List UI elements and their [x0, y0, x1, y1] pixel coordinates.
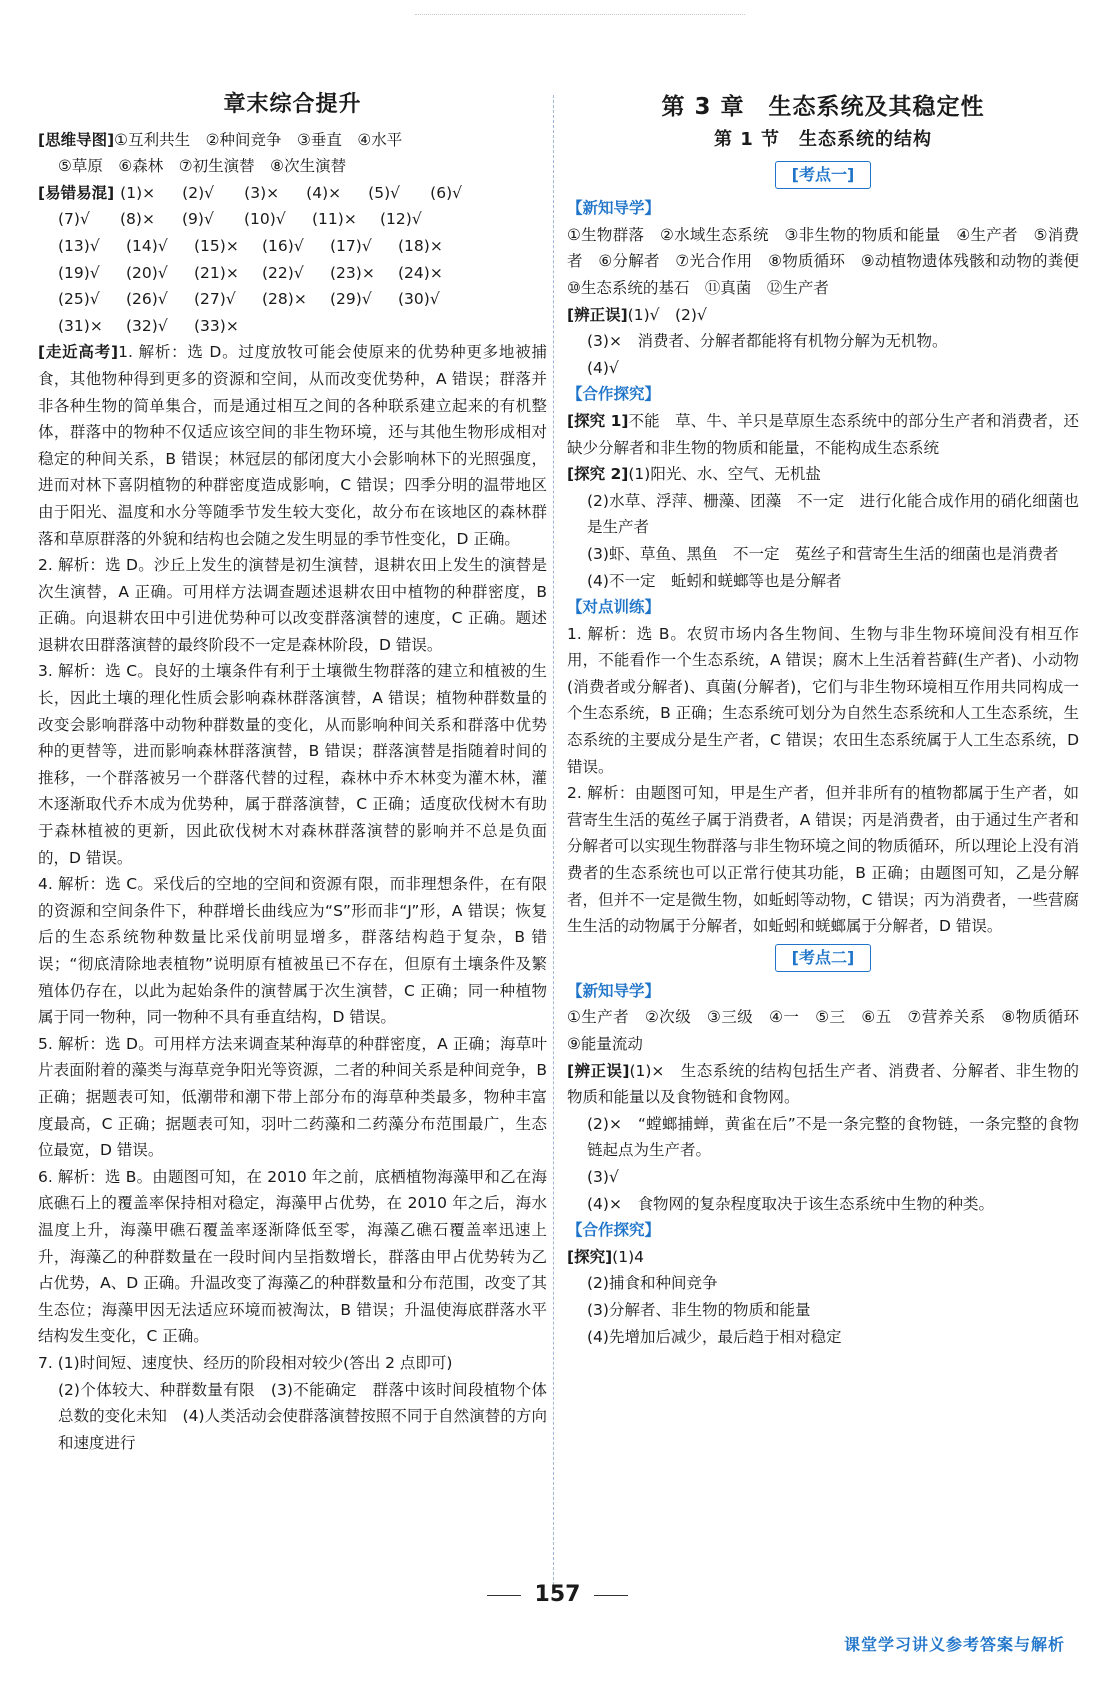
- error-item: (32)√: [126, 316, 168, 335]
- error-item: (6)√: [430, 183, 463, 202]
- gaokao-q2: 2. 解析：选 D。沙丘上发生的演替是初生演替，退耕农田上发生的演替是次生演替，A 正确。可用样方法调查题述退耕农田中植物的种群密度，B 正确。向退耕农田中引进优势种可以改变群落演替的速度，C 正确。题述退耕农田群落演替的最终阶段不一定是森林阶段，D 错误。: [38, 556, 547, 654]
- errors-row: [38, 286, 547, 313]
- mindmap-line-1: ①互利共生 ②种间竞争 ③垂直 ④水平: [114, 130, 403, 149]
- errors-row: [38, 206, 547, 233]
- footer-caption: 课堂学习讲义参考答案与解析: [843, 1635, 1065, 1654]
- error-item: (22)√: [262, 263, 304, 282]
- kaodian-1-box: [567, 161, 1079, 189]
- error-item: (33)×: [194, 316, 239, 335]
- gaokao-q3: 3. 解析：选 C。良好的土壤条件有利于土壤微生物群落的建立和植被的生长，因此土壤的理化性质会影响森林群落演替，A 错误；植物种群数量的改变会影响群落中动物种群数量的变化，从而影响种间关系和群落中优势种的更替等，进而影响森林群落演替，B 错误；群落演替是指随着时间的推移，一个群落被另一个群落代替的过程，森林中乔木林变为灌木林，灌木逐渐取代乔木成为优势种，属于群落演替，C 正确；适度砍伐树木有助于森林植被的更新，因此砍伐树木对森林群落演替的影响并不总是负面的，D 错误。: [38, 662, 547, 867]
- tanjiu-3-4: (4)先增加后减少，最后趋于相对稳定: [587, 1327, 842, 1346]
- error-item: (18)×: [398, 236, 443, 255]
- bianzheng-2: [567, 1058, 1079, 1111]
- error-item: (7)√: [58, 210, 90, 229]
- tanjiu-2-1: (1)阳光、水、空气、无机盐: [628, 465, 821, 484]
- gaokao-q4: 4. 解析：选 C。采伐后的空地的空间和资源有限，而非理想条件，在有限的资源和空间条件下，种群增长曲线应为“S”形而非“J”形，A 错误；恢复后的生态系统物种数量比采伐前明显增多，群落结构趋于复杂，B 错误；“彻底清除地表植物”说明原有植被虽已不存在，但原有土壤条件及繁殖体仍存在，以此为起始条件的演替属于次生演替，C 正确；同一种植物属于同一物种，同一物种不具有垂直结构，D 错误。: [38, 875, 547, 1027]
- error-item: (28)×: [262, 290, 307, 309]
- gaokao-q1-text: 1. 解析：选 D。过度放牧可能会使原来的优势种更多地被捕食，其他物种得到更多的资源和空间，从而改变优势种，A 错误；群落并非各种生物的简单集合，而是通过相互之间的各种联系建立起来的有机整体，群落中的物种不仅适应该空间的非生物环境，还与其他生物形成相对稳定的种间关系，B 错误；林冠层的郁闭度大小会影响林下的光照强度，进而对林下喜阴植物的种群密度造成影响，C 错误；四季分明的温带地区由于阳光、温度和水分等随季节发生较大变化，故分布在该地区的森林群落和草原群落的外貌和结构也会随之发生明显的季节性变化，D 正确。: [38, 343, 547, 548]
- error-item: (30)√: [398, 290, 440, 309]
- error-item: (3)×: [244, 183, 280, 202]
- bianzheng-2-3: (3)√: [587, 1167, 619, 1186]
- right-column: [567, 88, 1095, 1350]
- error-item: (11)×: [312, 210, 357, 229]
- tanjiu-3-label: [探究]: [567, 1247, 613, 1266]
- error-item: (31)×: [58, 316, 103, 335]
- error-item: (13)√: [58, 236, 100, 255]
- bianzheng-2-4: (4)× 食物网的复杂程度取决于该生态系统中生物的种类。: [587, 1194, 994, 1213]
- tanjiu-3-3: (3)分解者、非生物的物质和能量: [587, 1300, 811, 1319]
- tanjiu-3: [567, 1244, 1079, 1271]
- tanjiu-1-text: 不能 草、牛、羊只是草原生态系统中的部分生产者和消费者，还缺少分解者和非生物的物质和能量，不能构成生态系统: [567, 411, 1079, 457]
- errors-grid: [38, 180, 547, 207]
- bianzheng-2-label: [辨正误]: [567, 1061, 630, 1080]
- gaokao-q5: 5. 解析：选 D。可用样方法来调查某种海草的种群密度，A 正确；海草叶片表面附着的藻类与海草竞争阳光等资源，二者的种间关系是种间竞争，B 正确；据题表可知，低潮带和潮下带上部分布的海草种类最多，物种丰富度最高，C 正确；据题表可知，羽叶二药藻和二药藻分布范围最广，生态位最宽，D 错误。: [38, 1034, 547, 1160]
- tanjiu-1: [567, 408, 1079, 461]
- gaokao-q7-line2: (2)个体较大、种群数量有限 (3)不能确定 群落中该时间段植物个体总数的变化未知 (4)人类活动会使群落演替按照不同于自然演替的方向和速度进行: [58, 1380, 547, 1452]
- error-item: (21)×: [194, 263, 239, 282]
- error-item: (2)√: [182, 183, 215, 202]
- tanjiu-3-1: (1)4: [612, 1247, 644, 1266]
- chapter-title: 第 3 章 生态系统及其稳定性: [661, 94, 985, 120]
- errors-label: [易错易混]: [38, 183, 115, 202]
- error-item: (17)√: [330, 236, 372, 255]
- page-number: [0, 1582, 1115, 1607]
- gaokao-q1: [38, 339, 547, 552]
- error-item: (10)√: [244, 210, 286, 229]
- gaokao-label: [走近高考]: [38, 343, 119, 362]
- error-item: (27)√: [194, 290, 236, 309]
- errors-row: [38, 260, 547, 287]
- kaodian-2-label: [考点二]: [775, 944, 872, 972]
- error-item: (29)√: [330, 290, 372, 309]
- duidian-q1: 1. 解析：选 B。农贸市场内各生物间、生物与非生物环境间没有相互作用，不能看作一个生态系统，A 错误；腐木上生活着苔藓(生产者)、小动物(消费者或分解者)、真菌(分解者)，它们与非生物环境相互作用共同构成一个生态系统，B 正确；生态系统可划分为自然生态系统和人工生态系统，生态系统的主要成分是生产者，C 错误；农田生态系统属于人工生态系统，D 错误。: [567, 624, 1079, 776]
- bianzheng-2-2: (2)× “螳螂捕蝉，黄雀在后”不是一条完整的食物链，一条完整的食物链起点为生产者。: [587, 1114, 1079, 1160]
- page-number-text: 157: [534, 1582, 581, 1607]
- mindmap-line-2: ⑤草原 ⑥森林 ⑦初生演替 ⑧次生演替: [58, 157, 347, 176]
- error-item: (5)√: [368, 183, 401, 202]
- error-item: (12)√: [380, 210, 422, 229]
- tanjiu-2-label: [探究 2]: [567, 465, 629, 484]
- bianzheng-1-c: (4)√: [587, 358, 619, 377]
- tanjiu-2-3: (3)虾、草鱼、黑鱼 不一定 菟丝子和营寄生生活的细菌也是消费者: [587, 544, 1059, 563]
- xinzhi-2-text: ①生产者 ②次级 ③三级 ④一 ⑤三 ⑥五 ⑦营养关系 ⑧物质循环 ⑨能量流动: [567, 1008, 1095, 1053]
- error-item: (26)√: [126, 290, 168, 309]
- column-divider: [553, 95, 554, 1585]
- error-item: (23)×: [330, 263, 375, 282]
- scan-edge-mark: [415, 14, 745, 20]
- mindmap-block: [38, 127, 547, 154]
- hezuo-1-label: 【合作探究】: [567, 385, 661, 404]
- errors-row: [38, 313, 547, 340]
- duidian-q2: 2. 解析：由题图可知，甲是生产者，但并非所有的植物都属于生产者，如营寄生生活的菟丝子属于消费者，A 错误；丙是消费者，由于通过生产者和分解者可以实现生物群落与非生物环境之间的物质循环，所以理论上没有消费者的生态系统也可以正常行使其功能，B 正确；由题图可知，乙是分解者，但并不一定是微生物，如蚯蚓等动物，C 错误；丙为消费者，一些营腐生生活的动物属于分解者，如蚯蚓和蜣螂属于分解者，D 错误。: [567, 784, 1079, 936]
- bianzheng-1-a: (1)√ (2)√: [627, 305, 707, 324]
- gaokao-q6: 6. 解析：选 B。由题图可知，在 2010 年之前，底栖植物海藻甲和乙在海底礁石上的覆盖率保持相对稳定，海藻甲占优势，在 2010 年之后，海水温度上升，海藻甲礁石覆盖率逐渐降低至零，海藻乙礁石覆盖率迅速上升，海藻乙的种群数量在一段时间内呈指数增长，群落由甲占优势转为乙占优势，A、D 正确。升温改变了海藻乙的种群数量和分布范围，改变了其生态位；海藻甲因无法适应环境而被淘汰，B 错误；升温使海底群落水平结构发生变化，C 正确。: [38, 1167, 547, 1346]
- left-column: [38, 88, 547, 1456]
- xinzhi-1-label: 【新知导学】: [567, 199, 661, 218]
- tanjiu-3-2: (2)捕食和种间竞争: [587, 1274, 718, 1293]
- section-title: 章末综合提升: [223, 92, 362, 117]
- section-subtitle: 第 1 节 生态系统的结构: [713, 128, 933, 150]
- error-item: (16)√: [262, 236, 304, 255]
- bianzheng-1-b: (3)× 消费者、分解者都能将有机物分解为无机物。: [587, 332, 948, 351]
- gaokao-q7-line1: 7. (1)时间短、速度快、经历的阶段相对较少(答出 2 点即可): [38, 1353, 453, 1372]
- error-item: (15)×: [194, 236, 239, 255]
- error-item: (4)×: [306, 183, 342, 202]
- error-item: (20)√: [126, 263, 168, 282]
- tanjiu-1-label: [探究 1]: [567, 411, 629, 430]
- hezuo-2-label: 【合作探究】: [567, 1221, 661, 1240]
- error-item: (24)×: [398, 263, 443, 282]
- xinzhi-1-text: ①生物群落 ②水域生态系统 ③非生物的物质和能量 ④生产者 ⑤消费者 ⑥分解者 ⑦光合作用 ⑧物质循环 ⑨动植物遗体残骸和动物的粪便 ⑩生态系统的基石 ⑪真菌 ⑫生产者: [567, 225, 1095, 297]
- bianzheng-1: [567, 302, 1079, 329]
- duidian-1-label: 【对点训练】: [567, 598, 661, 617]
- tanjiu-2: [567, 461, 1079, 488]
- bianzheng-1-label: [辨正误]: [567, 305, 628, 324]
- errors-row: [38, 233, 547, 260]
- bianzheng-2-1: (1)× 生态系统的结构包括生产者、消费者、分解者、非生物的物质和能量以及食物链和食物网。: [567, 1061, 1079, 1107]
- mindmap-label: [思维导图]: [38, 130, 115, 149]
- xinzhi-2-label: 【新知导学】: [567, 981, 661, 1000]
- error-item: (19)√: [58, 263, 100, 282]
- page-number-dash-right: [594, 1595, 628, 1596]
- error-item: (9)√: [182, 210, 214, 229]
- tanjiu-2-2: (2)水草、浮萍、栅藻、团藻 不一定 进行化能合成作用的硝化细菌也是生产者: [587, 491, 1079, 537]
- error-item: (14)√: [126, 236, 168, 255]
- error-item: (25)√: [58, 290, 100, 309]
- tanjiu-2-4: (4)不一定 蚯蚓和蜣螂等也是分解者: [587, 571, 842, 590]
- kaodian-1-label: [考点一]: [775, 161, 872, 189]
- kaodian-2-box: [567, 944, 1079, 972]
- error-item: (8)×: [120, 210, 155, 229]
- page-number-dash-left: [487, 1595, 521, 1596]
- error-item: (1)×: [120, 183, 156, 202]
